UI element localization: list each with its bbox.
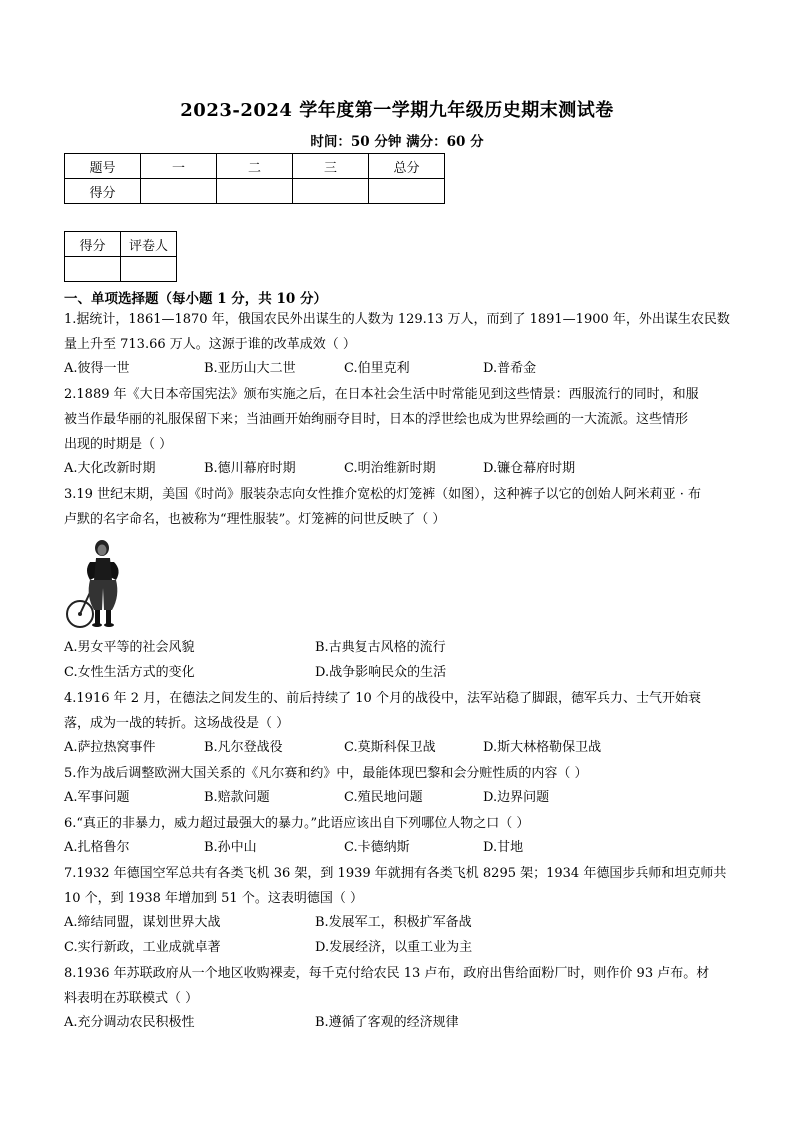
options-row — [64, 836, 734, 861]
question-8 — [64, 961, 734, 1011]
question-line: 3.19 世纪末期，美国《时尚》服装杂志向女性推介宽松的灯笼裤（如图），这种裤子以它的创始人阿米莉亚 · 布 — [64, 487, 701, 502]
score-cell: 总分 — [369, 154, 445, 179]
score-cell: 题号 — [65, 154, 141, 179]
question-line: 2.1889 年《大日本帝国宪法》颁布实施之后，在日本社会生活中时常能见到这些情景：西服流行的同时，和服 — [64, 387, 699, 402]
option-b[interactable]: B.德川幕府时期 — [204, 461, 296, 476]
option-d[interactable]: D.斯大林格勒保卫战 — [483, 740, 602, 755]
option-d[interactable]: D.普希金 — [483, 361, 537, 376]
score-table-value-row — [65, 179, 445, 204]
options-row — [64, 661, 734, 686]
question-line: 4.1916 年 2 月，在德法之间发生的、前后持续了 10 个月的战役中，法军站稳了脚跟，德军兵力、士气开始衰 — [64, 691, 701, 706]
score-cell: 得分 — [65, 179, 141, 204]
score-cell[interactable] — [293, 179, 369, 204]
question-line: 5.作为战后调整欧洲大国关系的《凡尔赛和约》中，最能体现巴黎和会分赃性质的内容（ ） — [64, 766, 588, 781]
option-b[interactable]: B.赔款问题 — [204, 790, 270, 805]
question-line: 8.1936 年苏联政府从一个地区收购裸麦，每千克付给农民 13 卢布，政府出售给面粉厂时，则作价 93 卢布。材 — [64, 966, 710, 981]
score-table — [64, 153, 445, 204]
score-cell: 一 — [141, 154, 217, 179]
grader-cell: 评卷人 — [121, 232, 177, 257]
score-cell: 二 — [217, 154, 293, 179]
option-b[interactable]: B.孙中山 — [204, 840, 257, 855]
option-c[interactable]: C.伯里克利 — [344, 361, 410, 376]
options-row — [64, 357, 734, 382]
question-line: 出现的时期是（ ） — [64, 437, 173, 452]
options-row — [64, 457, 734, 482]
grader-score-box[interactable] — [65, 257, 121, 282]
option-b[interactable]: B.古典复古风格的流行 — [315, 640, 446, 655]
question-line: 6.“真正的非暴力，威力超过最强大的暴力。”此语应该出自下列哪位人物之口（ ） — [64, 816, 530, 831]
question-6 — [64, 811, 734, 836]
options-row — [64, 736, 734, 761]
score-table-header-row — [65, 154, 445, 179]
score-cell[interactable] — [217, 179, 293, 204]
question-3 — [64, 482, 734, 532]
option-a[interactable]: A.萨拉热窝事件 — [64, 740, 156, 755]
option-a[interactable]: A.彼得一世 — [64, 361, 130, 376]
question-line: 1.据统计，1861—1870 年，俄国农民外出谋生的人数为 129.13 万人，而到了 1891—1900 年，外出谋生农民数 — [64, 312, 730, 327]
score-cell[interactable] — [369, 179, 445, 204]
option-d[interactable]: D.镰仓幕府时期 — [483, 461, 576, 476]
option-a[interactable]: A.扎格鲁尔 — [64, 840, 130, 855]
options-row — [64, 636, 734, 661]
bloomers-illustration — [64, 536, 142, 632]
question-line: 料表明在苏联模式（ ） — [64, 991, 199, 1006]
option-c[interactable]: C.卡德纳斯 — [344, 840, 410, 855]
options-row — [64, 936, 734, 961]
grader-name-box[interactable] — [121, 257, 177, 282]
option-b[interactable]: B.发展军工，积极扩军备战 — [315, 915, 472, 930]
question-1 — [64, 307, 734, 357]
question-4 — [64, 686, 734, 736]
question-line: 落，成为一战的转折。这场战役是（ ） — [64, 716, 290, 731]
question-line: 被当作最华丽的礼服保留下来；当油画开始绚丽夺目时，日本的浮世绘也成为世界绘画的一大流派。这些情形 — [64, 412, 689, 427]
question-5 — [64, 761, 734, 786]
option-a[interactable]: A.充分调动农民积极性 — [64, 1015, 195, 1030]
option-a[interactable]: A.男女平等的社会风貌 — [64, 640, 195, 655]
option-b[interactable]: B.亚历山大二世 — [204, 361, 296, 376]
option-b[interactable]: B.遵循了客观的经济规律 — [315, 1015, 459, 1030]
option-a[interactable]: A.缔结同盟，谋划世界大战 — [64, 915, 221, 930]
grader-cell: 得分 — [65, 232, 121, 257]
option-b[interactable]: B.凡尔登战役 — [204, 740, 283, 755]
options-row — [64, 911, 734, 936]
option-a[interactable]: A.军事问题 — [64, 790, 130, 805]
option-c[interactable]: C.实行新政，工业成就卓著 — [64, 940, 221, 955]
option-d[interactable]: D.甘地 — [483, 840, 524, 855]
options-row — [64, 786, 734, 811]
option-d[interactable]: D.战争影响民众的生活 — [315, 665, 447, 680]
option-d[interactable]: D.边界问题 — [483, 790, 550, 805]
question-7 — [64, 861, 734, 911]
option-d[interactable]: D.发展经济，以重工业为主 — [315, 940, 473, 955]
question-line: 10 个，到 1938 年增加到 51 个。这表明德国（ ） — [64, 891, 363, 906]
score-cell[interactable] — [141, 179, 217, 204]
question-2 — [64, 382, 734, 457]
grader-table — [64, 231, 177, 282]
exam-title: 2023-2024 学年度第一学期九年级历史期末测试卷 — [180, 100, 614, 121]
section-title: 一、单项选择题（每小题 1 分，共 10 分） — [64, 291, 327, 307]
question-line: 卢默的名字命名，也被称为“理性服装”。灯笼裤的问世反映了（ ） — [64, 512, 446, 527]
options-row — [64, 1011, 734, 1036]
question-line: 7.1932 年德国空军总共有各类飞机 36 架，到 1939 年就拥有各类飞机 8295 架；1934 年德国步兵师和坦克师共 — [64, 866, 727, 881]
score-cell: 三 — [293, 154, 369, 179]
exam-subtitle: 时间：50 分钟 满分：60 分 — [310, 134, 484, 150]
option-c[interactable]: C.莫斯科保卫战 — [344, 740, 436, 755]
option-a[interactable]: A.大化改新时期 — [64, 461, 156, 476]
option-c[interactable]: C.明治维新时期 — [344, 461, 436, 476]
question-line: 量上升至 713.66 万人。这源于谁的改革成效（ ） — [64, 337, 356, 352]
option-c[interactable]: C.女性生活方式的变化 — [64, 665, 195, 680]
option-c[interactable]: C.殖民地问题 — [344, 790, 423, 805]
